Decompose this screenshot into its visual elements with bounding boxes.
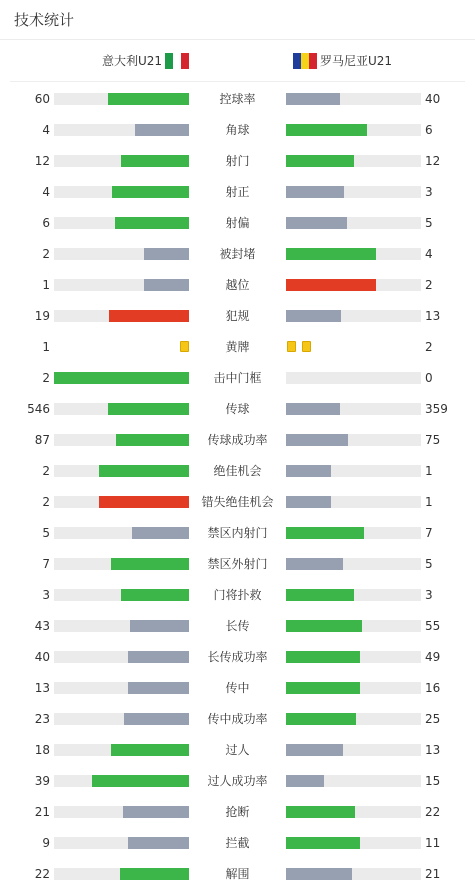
away-value: 6 bbox=[425, 123, 433, 137]
stat-row bbox=[0, 797, 475, 828]
away-value: 15 bbox=[425, 774, 441, 788]
stat-label: 被封堵 bbox=[219, 247, 256, 261]
stat-label: 禁区外射门 bbox=[207, 557, 268, 571]
stat-row bbox=[0, 301, 475, 332]
stat-row bbox=[0, 704, 475, 735]
home-value: 12 bbox=[34, 154, 50, 168]
home-bar-track bbox=[54, 465, 189, 477]
teams-bar bbox=[10, 40, 465, 82]
away-bar-track bbox=[286, 837, 421, 849]
away-bar bbox=[286, 186, 344, 198]
home-bar-track bbox=[54, 310, 189, 322]
stat-row bbox=[0, 208, 475, 239]
away-bar-track bbox=[286, 713, 421, 725]
stat-row bbox=[0, 146, 475, 177]
away-bar bbox=[286, 651, 360, 663]
away-bar-track bbox=[286, 775, 421, 787]
away-team-name: 罗马尼亚U21 bbox=[320, 54, 393, 68]
away-bar-track bbox=[286, 465, 421, 477]
home-value: 23 bbox=[34, 712, 50, 726]
stat-label: 射门 bbox=[225, 154, 250, 168]
home-value: 1 bbox=[42, 340, 50, 354]
stat-label: 禁区内射门 bbox=[207, 526, 268, 540]
home-bar-track bbox=[54, 155, 189, 167]
away-bar-track bbox=[286, 186, 421, 198]
home-value: 1 bbox=[42, 278, 50, 292]
away-bar bbox=[286, 589, 354, 601]
stat-row bbox=[0, 394, 475, 425]
home-bar-track bbox=[54, 279, 189, 291]
away-value: 3 bbox=[425, 185, 433, 199]
away-bar-track bbox=[286, 403, 421, 415]
away-bar-track bbox=[286, 434, 421, 446]
romania-flag-icon bbox=[293, 53, 317, 69]
home-value: 87 bbox=[34, 433, 50, 447]
away-value: 13 bbox=[425, 309, 441, 323]
away-value: 12 bbox=[425, 154, 441, 168]
home-bar bbox=[144, 279, 189, 291]
away-value: 359 bbox=[425, 402, 448, 416]
away-bar bbox=[286, 217, 347, 229]
home-bar-track bbox=[54, 775, 189, 787]
away-bar-track bbox=[286, 744, 421, 756]
away-bar bbox=[286, 620, 362, 632]
home-bar bbox=[121, 589, 189, 601]
home-bar bbox=[120, 868, 189, 880]
stat-label: 过人 bbox=[225, 743, 250, 757]
away-value: 55 bbox=[425, 619, 441, 633]
home-bar bbox=[123, 806, 189, 818]
away-value: 4 bbox=[425, 247, 433, 261]
yellow-card-icon bbox=[180, 341, 189, 352]
away-bar-track bbox=[286, 527, 421, 539]
away-bar bbox=[286, 93, 340, 105]
home-value: 3 bbox=[42, 588, 50, 602]
home-value: 9 bbox=[42, 836, 50, 850]
yellow-card-icon bbox=[287, 341, 296, 352]
stat-row bbox=[0, 859, 475, 890]
stat-label: 犯规 bbox=[225, 309, 250, 323]
home-bar-track bbox=[54, 651, 189, 663]
stat-row bbox=[0, 84, 475, 115]
stat-label: 门将扑救 bbox=[213, 588, 262, 602]
stat-row bbox=[0, 735, 475, 766]
home-value: 4 bbox=[42, 123, 50, 137]
stat-label: 解围 bbox=[225, 867, 250, 881]
stat-row bbox=[0, 239, 475, 270]
stats-header bbox=[0, 0, 475, 40]
stat-label: 传中 bbox=[225, 681, 250, 695]
home-bar bbox=[128, 682, 189, 694]
away-value: 2 bbox=[425, 278, 433, 292]
away-bar bbox=[286, 403, 340, 415]
stat-label: 长传成功率 bbox=[207, 650, 268, 664]
away-bar-track bbox=[286, 558, 421, 570]
away-bar-track bbox=[286, 682, 421, 694]
stat-label: 抢断 bbox=[225, 805, 250, 819]
away-team bbox=[290, 40, 392, 81]
stat-row bbox=[0, 766, 475, 797]
stat-label: 射偏 bbox=[225, 216, 250, 230]
stat-label: 过人成功率 bbox=[207, 774, 268, 788]
stat-label: 绝佳机会 bbox=[213, 464, 262, 478]
stat-row bbox=[0, 332, 475, 363]
away-value: 22 bbox=[425, 805, 441, 819]
home-value: 4 bbox=[42, 185, 50, 199]
away-value: 3 bbox=[425, 588, 433, 602]
away-bar-track bbox=[286, 124, 421, 136]
stat-row bbox=[0, 425, 475, 456]
home-value: 40 bbox=[34, 650, 50, 664]
page-title: 技术统计 bbox=[14, 11, 75, 29]
away-bar bbox=[286, 155, 354, 167]
home-bar bbox=[130, 620, 189, 632]
away-bar-track bbox=[286, 496, 421, 508]
away-bar-track bbox=[286, 372, 421, 384]
home-value: 2 bbox=[42, 495, 50, 509]
away-bar bbox=[286, 434, 348, 446]
away-value: 7 bbox=[425, 526, 433, 540]
home-bar-track bbox=[54, 434, 189, 446]
stat-row bbox=[0, 177, 475, 208]
stat-row bbox=[0, 828, 475, 859]
away-bar bbox=[286, 279, 376, 291]
away-bar-track bbox=[286, 93, 421, 105]
away-bar bbox=[286, 868, 352, 880]
home-bar bbox=[111, 744, 189, 756]
away-bar-track bbox=[286, 868, 421, 880]
away-bar bbox=[286, 558, 343, 570]
home-value: 21 bbox=[34, 805, 50, 819]
home-bar bbox=[128, 651, 189, 663]
home-bar-track bbox=[54, 806, 189, 818]
home-bar-track bbox=[54, 744, 189, 756]
stat-label: 角球 bbox=[225, 123, 250, 137]
away-bar bbox=[286, 806, 355, 818]
home-bar bbox=[99, 496, 189, 508]
home-value: 22 bbox=[34, 867, 50, 881]
away-bar bbox=[286, 310, 341, 322]
home-value: 6 bbox=[42, 216, 50, 230]
stat-label: 长传 bbox=[225, 619, 250, 633]
home-bar-track bbox=[54, 403, 189, 415]
stat-row bbox=[0, 549, 475, 580]
home-bar bbox=[128, 837, 189, 849]
away-bar bbox=[286, 713, 356, 725]
home-value: 43 bbox=[34, 619, 50, 633]
away-bar-track bbox=[286, 620, 421, 632]
home-value: 19 bbox=[34, 309, 50, 323]
home-bar-track bbox=[54, 496, 189, 508]
stat-label: 传球成功率 bbox=[207, 433, 268, 447]
home-bar bbox=[135, 124, 189, 136]
home-bar bbox=[108, 403, 189, 415]
away-value: 1 bbox=[425, 495, 433, 509]
stat-label: 射正 bbox=[225, 185, 250, 199]
away-value: 25 bbox=[425, 712, 441, 726]
stat-label: 黄牌 bbox=[225, 340, 250, 354]
stat-label: 传中成功率 bbox=[207, 712, 268, 726]
stat-label: 拦截 bbox=[225, 836, 250, 850]
home-value: 60 bbox=[34, 92, 50, 106]
home-bar bbox=[124, 713, 189, 725]
home-bar-track bbox=[54, 93, 189, 105]
stat-row bbox=[0, 580, 475, 611]
home-bar-track bbox=[54, 372, 189, 384]
stat-row bbox=[0, 456, 475, 487]
home-bar-track bbox=[54, 217, 189, 229]
home-bar bbox=[132, 527, 189, 539]
home-bar bbox=[112, 186, 189, 198]
away-bar bbox=[286, 465, 331, 477]
home-value: 13 bbox=[34, 681, 50, 695]
home-value: 2 bbox=[42, 464, 50, 478]
stat-row bbox=[0, 363, 475, 394]
away-value: 40 bbox=[425, 92, 441, 106]
away-value: 16 bbox=[425, 681, 441, 695]
home-value: 18 bbox=[34, 743, 50, 757]
home-bar bbox=[109, 310, 189, 322]
away-bar bbox=[286, 496, 331, 508]
away-value: 1 bbox=[425, 464, 433, 478]
away-bar bbox=[286, 837, 360, 849]
home-bar bbox=[99, 465, 189, 477]
home-bar bbox=[144, 248, 189, 260]
italy-flag-icon bbox=[165, 53, 189, 69]
away-bar-track bbox=[286, 310, 421, 322]
home-bar bbox=[54, 372, 189, 384]
away-value: 5 bbox=[425, 557, 433, 571]
away-bar-track bbox=[286, 651, 421, 663]
home-bar-track bbox=[54, 713, 189, 725]
home-team bbox=[102, 40, 192, 81]
stat-label: 越位 bbox=[225, 278, 250, 292]
home-value: 2 bbox=[42, 371, 50, 385]
stat-label: 击中门框 bbox=[213, 371, 262, 385]
home-bar-track bbox=[54, 124, 189, 136]
away-bar-track bbox=[286, 279, 421, 291]
away-bar bbox=[286, 248, 376, 260]
home-team-name: 意大利U21 bbox=[102, 54, 163, 68]
away-bar bbox=[286, 682, 360, 694]
home-bar bbox=[111, 558, 189, 570]
away-value: 21 bbox=[425, 867, 441, 881]
away-value: 11 bbox=[425, 836, 441, 850]
away-value: 5 bbox=[425, 216, 433, 230]
home-bar-track bbox=[54, 620, 189, 632]
yellow-card-icon bbox=[302, 341, 311, 352]
away-bar bbox=[286, 527, 364, 539]
stat-row bbox=[0, 611, 475, 642]
away-value: 75 bbox=[425, 433, 441, 447]
stat-row bbox=[0, 115, 475, 146]
home-value: 546 bbox=[27, 402, 50, 416]
away-value: 49 bbox=[425, 650, 441, 664]
away-value: 0 bbox=[425, 371, 433, 385]
away-value: 13 bbox=[425, 743, 441, 757]
away-bar-track bbox=[286, 248, 421, 260]
stat-label: 错失绝佳机会 bbox=[201, 495, 274, 509]
away-value: 2 bbox=[425, 340, 433, 354]
home-bar-track bbox=[54, 837, 189, 849]
away-bar bbox=[286, 744, 343, 756]
home-value: 2 bbox=[42, 247, 50, 261]
home-bar-track bbox=[54, 527, 189, 539]
away-bar bbox=[286, 124, 367, 136]
stat-row bbox=[0, 518, 475, 549]
home-bar bbox=[108, 93, 189, 105]
home-bar-track bbox=[54, 682, 189, 694]
home-bar-track bbox=[54, 589, 189, 601]
home-value: 5 bbox=[42, 526, 50, 540]
home-bar bbox=[116, 434, 189, 446]
home-bar-track bbox=[54, 248, 189, 260]
home-bar-track bbox=[54, 186, 189, 198]
away-bar-track bbox=[286, 589, 421, 601]
stat-label: 控球率 bbox=[219, 92, 256, 106]
away-bar bbox=[286, 775, 324, 787]
stat-row bbox=[0, 487, 475, 518]
stat-row bbox=[0, 270, 475, 301]
stat-row bbox=[0, 642, 475, 673]
home-bar bbox=[121, 155, 189, 167]
stat-label: 传球 bbox=[225, 402, 250, 416]
away-bar-track bbox=[286, 217, 421, 229]
home-bar bbox=[92, 775, 189, 787]
stat-row bbox=[0, 673, 475, 704]
away-bar-track bbox=[286, 155, 421, 167]
home-value: 7 bbox=[42, 557, 50, 571]
home-bar-track bbox=[54, 868, 189, 880]
home-bar bbox=[115, 217, 189, 229]
home-bar-track bbox=[54, 558, 189, 570]
home-value: 39 bbox=[34, 774, 50, 788]
away-bar-track bbox=[286, 806, 421, 818]
